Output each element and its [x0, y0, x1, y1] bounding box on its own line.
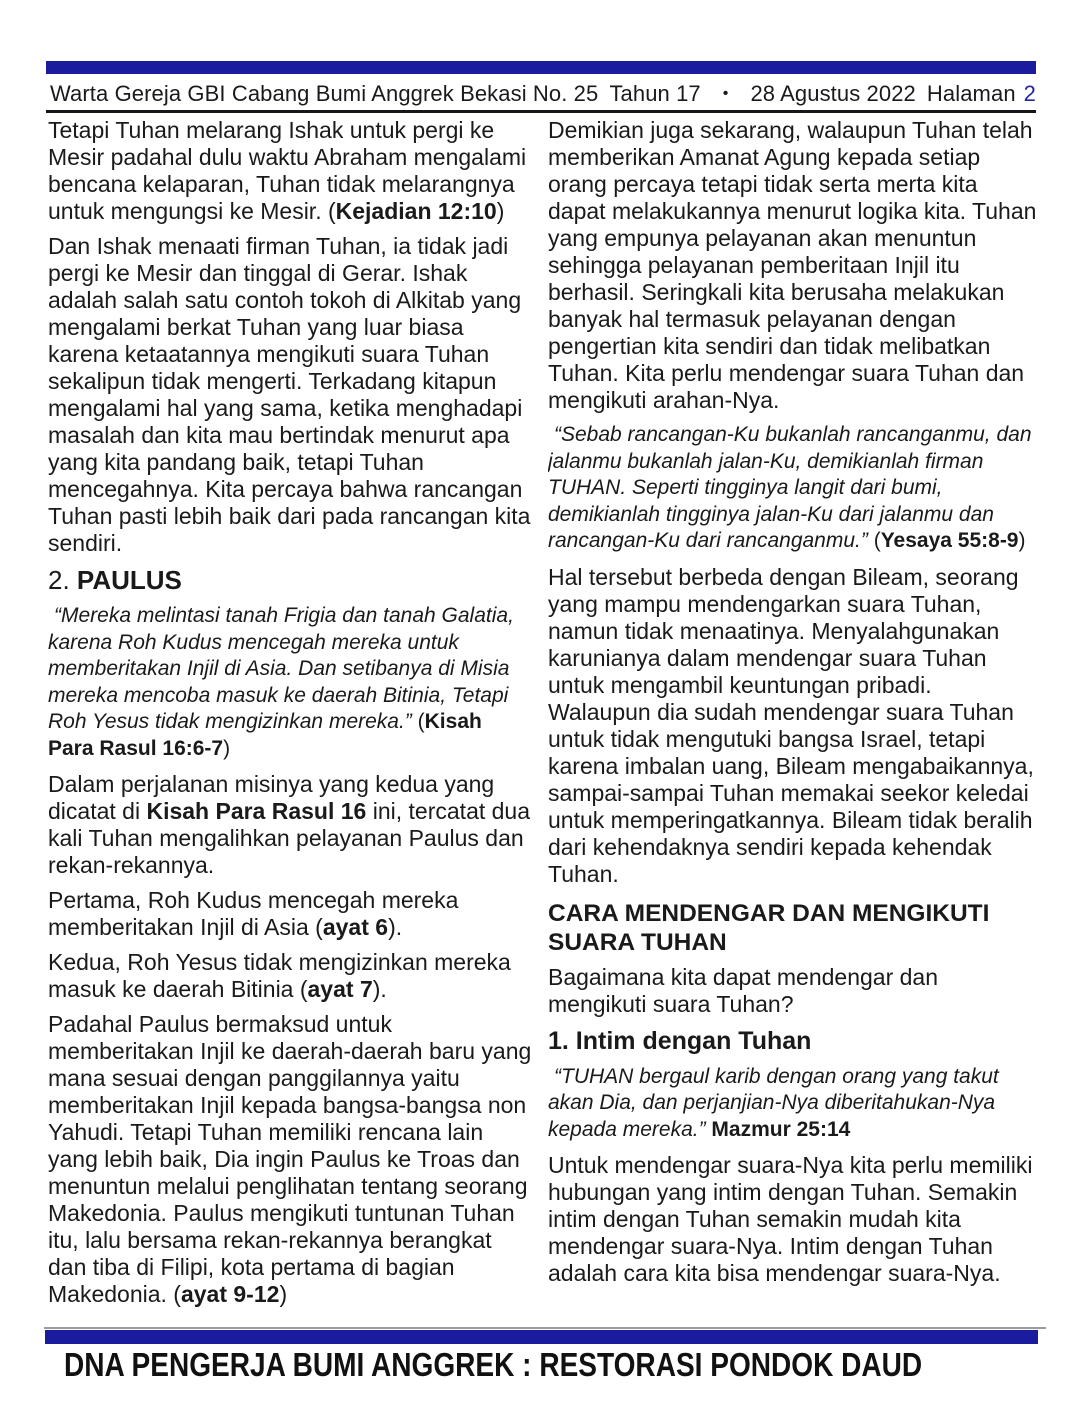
text-segment: 1. Intim dengan Tuhan [548, 1026, 812, 1055]
text-segment: ) [496, 198, 505, 224]
paragraph [548, 117, 1040, 414]
paragraph [48, 233, 532, 557]
text-segment: 2. [48, 565, 77, 595]
text-segment: “TUHAN bergaul karib dengan orang yang takut akan Dia, dan perjanjian-Nya diberitahukan-Nya kepada mereka.” [548, 1064, 999, 1141]
text-segment: Tetapi Tuhan melarang Ishak untuk pergi ke Mesir padahal dulu waktu Abraham mengalami bencana kelaparan, Tuhan tidak melarangnya untuk mengungsi ke Mesir. ( [48, 117, 527, 224]
text-segment: ayat 6 [322, 914, 389, 940]
text-segment: Kejadian 12:10 [335, 198, 497, 224]
text-segment: Yesaya 55:8-9 [880, 529, 1019, 552]
subsection-heading [548, 1026, 1040, 1056]
footer-banner: DNA PENGERJA BUMI ANGGREK : RESTORASI PONDOK DAUD [64, 1346, 923, 1383]
paragraph [548, 964, 1040, 1018]
text-segment: Kisah Para Rasul 16:6-7 [48, 710, 482, 760]
scripture-quote [548, 422, 1040, 555]
text-segment: ) [1018, 529, 1026, 552]
left-column [48, 117, 532, 1325]
text-segment: “Mereka melintasi tanah Frigia dan tanah Galatia, karena Roh Kudus mencegah mereka untuk memberitakan Injil di Asia. Dan setibanya di Misia mereka mencoba masuk ke daerah Bitinia, Tetapi Roh Yesus tidak mengizinkan mereka.” [48, 604, 514, 733]
section-heading [548, 899, 1040, 957]
text-segment: CARA MENDENGAR DAN MENGIKUTI SUARA TUHAN [548, 899, 990, 956]
page-number [927, 81, 1036, 107]
page-number-value: 2 [1023, 81, 1036, 106]
newsletter-title: Warta Gereja GBI Cabang Bumi Anggrek Bekasi No. 25 Tahun 17 [50, 81, 701, 106]
text-segment: PAULUS [76, 565, 182, 595]
paragraph [548, 564, 1040, 888]
text-segment: Pertama, Roh Kudus mencegah mereka memberitakan Injil di Asia ( [48, 887, 459, 940]
text-segment: ). [388, 914, 403, 940]
paragraph [548, 1152, 1040, 1287]
text-segment: Demikian juga sekarang, walaupun Tuhan telah memberikan Amanat Agung kepada setiap orang percaya tetapi tidak serta merta kita dapat melakukannya menurut logika kita. Tuhan yang empunya pelayanan akan menuntun sehingga pelayanan pemberitaan Injil itu berhasil. Seringkali kita berusaha melakukan banyak hal termasuk pelayanan dengan pengertian kita sendiri dan tidak melibatkan Tuhan. Kita perlu mendengar suara Tuhan dan mengikuti arahan-Nya. [548, 117, 1037, 413]
paragraph [48, 887, 532, 941]
text-segment: Kisah Para Rasul 16 [146, 798, 367, 824]
paragraph [48, 117, 532, 225]
text-segment: ( [873, 529, 881, 552]
text-segment: ) [223, 736, 231, 760]
paragraph [48, 949, 532, 1003]
text-segment: Dalam perjalanan misinya yang kedua yang dicatat di [48, 771, 495, 824]
right-column [548, 117, 1040, 1325]
text-segment: ( [417, 710, 425, 733]
bullet-separator-icon: • [722, 85, 729, 102]
header-divider [46, 110, 1036, 113]
page-header [50, 80, 1036, 108]
text-segment: Dan Ishak menaati firman Tuhan, ia tidak jadi pergi ke Mesir dan tinggal di Gerar. Ishak adalah salah satu contoh tokoh di Alkitab yang mengalami berkat Tuhan yang luar biasa karena ketaatannya mengikuti suara Tuhan sekalipun tidak mengerti. Terkadang kitapun mengalami hal yang sama, ketika menghadapi masalah dan kita mau bertindak menurut apa yang kita pandang baik, tetapi Tuhan mencegahnya. Kita percaya bahwa rancangan Tuhan pasti lebih baik dari pada rancangan kita sendiri. [48, 233, 531, 556]
footer-accent-bar [45, 1330, 1038, 1344]
text-segment: ini, tercatat dua kali Tuhan mengalihkan pelayanan Paulus dan rekan-rekannya. [48, 798, 531, 878]
text-segment: Kedua, Roh Yesus tidak mengizinkan mereka masuk ke daerah Bitinia ( [48, 949, 511, 1002]
section-heading [48, 565, 532, 596]
paragraph [48, 771, 532, 879]
text-segment: ). [372, 976, 387, 1002]
page-number-label: Halaman [926, 81, 1016, 106]
header-accent-bar [46, 61, 1036, 74]
text-segment: Bagaimana kita dapat mendengar dan mengikuti suara Tuhan? [548, 963, 939, 1017]
footer-divider [44, 1327, 1046, 1329]
text-segment: Mazmur 25:14 [711, 1117, 851, 1141]
scripture-quote [48, 603, 532, 762]
scripture-quote [548, 1064, 1040, 1144]
text-segment: Hal tersebut berbeda dengan Bileam, seorang yang mampu mendengarkan suara Tuhan, namun tidak menaatinya. Menyalahgunakan karunianya dalam mendengar suara Tuhan untuk mengambil keuntungan pribadi. Walaupun dia sudah mendengar suara Tuhan untuk tidak mengutuki bangsa Israel, tetapi karena imbalan uang, Bileam mengabaikannya, sampai-sampai Tuhan memakai seekor keledai untuk memperingatkannya. Bileam tidak beralih dari kehendaknya sendiri kepada kehendak Tuhan. [548, 563, 1034, 887]
paragraph [48, 1011, 532, 1308]
text-segment: ayat 9-12 [180, 1281, 280, 1307]
text-segment: ) [279, 1281, 288, 1307]
issue-date: 28 Agustus 2022 [750, 81, 916, 106]
text-segment: ayat 7 [307, 976, 373, 1002]
text-segment: “Sebab rancangan-Ku bukanlah rancanganmu, dan jalanmu bukanlah jalan-Ku, demikianlah firman TUHAN. Seperti tingginya langit dari bumi, demikianlah tingginya jalan-Ku dari jalanmu dan rancangan-Ku dari rancanganmu.” [548, 423, 1032, 552]
text-segment: Padahal Paulus bermaksud untuk memberitakan Injil ke daerah-daerah baru yang mana sesuai dengan panggilannya yaitu memberitakan Injil kepada bangsa-bangsa non Yahudi. Tetapi Tuhan memiliki rencana lain yang lebih baik, Dia ingin Paulus ke Troas dan menuntun melalui penglihatan tentang seorang Makedonia. Paulus mengikuti tuntunan Tuhan itu, lalu bersama rekan-rekannya berangkat dan tiba di Filipi, kota pertama di bagian Makedonia. ( [48, 1011, 532, 1307]
text-segment: Untuk mendengar suara-Nya kita perlu memiliki hubungan yang intim dengan Tuhan. Semakin intim dengan Tuhan semakin mudah kita mendengar suara-Nya. Intim dengan Tuhan adalah cara kita bisa mendengar suara-Nya. [548, 1152, 1033, 1286]
